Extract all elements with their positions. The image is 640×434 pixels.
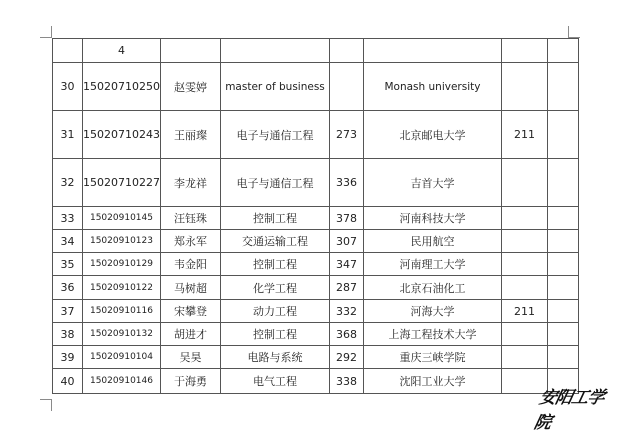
blank-cell [547,230,578,253]
student-id: 15020710243 [83,111,161,159]
university: 重庆三峡学院 [363,346,501,369]
major: 化学工程 [220,276,329,300]
score: 368 [329,323,363,346]
university: 河南科技大学 [363,207,501,230]
university: 河南理工大学 [363,253,501,276]
university-tag [501,323,547,346]
table-row [53,111,579,159]
score [329,39,363,63]
university-tag [501,207,547,230]
university-tag [501,276,547,300]
student-id: 15020910123 [83,230,161,253]
blank-cell [547,323,578,346]
table-row [53,230,579,253]
university [363,39,501,63]
student-id: 4 [83,39,161,63]
row-number: 30 [53,63,83,111]
row-number: 33 [53,207,83,230]
major: 动力工程 [220,300,329,323]
blank-cell [547,276,578,300]
student-name: 汪钰珠 [160,207,220,230]
student-name: 李龙祥 [160,159,220,207]
table-row [53,300,579,323]
blank-cell [547,300,578,323]
student-name: 王丽璨 [160,111,220,159]
score: 307 [329,230,363,253]
table-row [53,63,579,111]
university: 北京石油化工 [363,276,501,300]
row-number: 35 [53,253,83,276]
major: 控制工程 [220,207,329,230]
student-id: 15020910129 [83,253,161,276]
score: 332 [329,300,363,323]
student-name: 宋攀登 [160,300,220,323]
university: 民用航空 [363,230,501,253]
score: 347 [329,253,363,276]
student-id: 15020910146 [83,369,161,394]
crop-mark-bottom-left-v [51,399,52,411]
major: 电子与通信工程 [220,159,329,207]
score: 336 [329,159,363,207]
crop-mark-top-left-v [51,26,52,38]
major: 电气工程 [220,369,329,394]
student-id: 15020710227 [83,159,161,207]
major: 交通运输工程 [220,230,329,253]
crop-mark-top-right-v [568,26,569,38]
university-tag [501,159,547,207]
student-id: 15020910104 [83,346,161,369]
major: 电子与通信工程 [220,111,329,159]
blank-cell [547,207,578,230]
row-number [53,39,83,63]
blank-cell [547,63,578,111]
table-row [53,207,579,230]
major: 控制工程 [220,323,329,346]
blank-cell [547,346,578,369]
score: 378 [329,207,363,230]
university: 河海大学 [363,300,501,323]
student-name: 韦金阳 [160,253,220,276]
university-tag [501,346,547,369]
blank-cell [547,39,578,63]
row-number: 37 [53,300,83,323]
table-row [53,276,579,300]
row-number: 38 [53,323,83,346]
university-tag [501,230,547,253]
university-tag [501,63,547,111]
student-name: 赵雯婷 [160,63,220,111]
major [220,39,329,63]
student-id: 15020910145 [83,207,161,230]
score: 338 [329,369,363,394]
table-row [53,253,579,276]
university: 上海工程技术大学 [363,323,501,346]
score: 273 [329,111,363,159]
major: master of business [220,63,329,111]
university-tag: 211 [501,111,547,159]
student-id: 15020910116 [83,300,161,323]
student-name: 于海勇 [160,369,220,394]
university: 北京邮电大学 [363,111,501,159]
row-number: 32 [53,159,83,207]
row-number: 40 [53,369,83,394]
college-logo-watermark: 安阳工学院 [532,388,606,433]
table-row [53,346,579,369]
score: 287 [329,276,363,300]
row-number: 31 [53,111,83,159]
row-number: 36 [53,276,83,300]
score [329,63,363,111]
university: 吉首大学 [363,159,501,207]
university-tag: 211 [501,300,547,323]
student-id: 15020910132 [83,323,161,346]
student-id: 15020910122 [83,276,161,300]
row-number: 34 [53,230,83,253]
table-row [53,369,579,394]
blank-cell [547,111,578,159]
student-admission-table [52,38,579,394]
student-name: 马树超 [160,276,220,300]
university: Monash university [363,63,501,111]
blank-cell [547,253,578,276]
university-tag [501,253,547,276]
student-id: 15020710250 [83,63,161,111]
major: 控制工程 [220,253,329,276]
blank-cell [547,159,578,207]
table-row [53,159,579,207]
major: 电路与系统 [220,346,329,369]
university-tag [501,39,547,63]
table-row [53,323,579,346]
row-number: 39 [53,346,83,369]
student-name [160,39,220,63]
student-name: 吴昊 [160,346,220,369]
university: 沈阳工业大学 [363,369,501,394]
table-row-fragment [53,39,579,63]
score: 292 [329,346,363,369]
table-body [53,39,579,394]
student-name: 郑永军 [160,230,220,253]
student-name: 胡进才 [160,323,220,346]
